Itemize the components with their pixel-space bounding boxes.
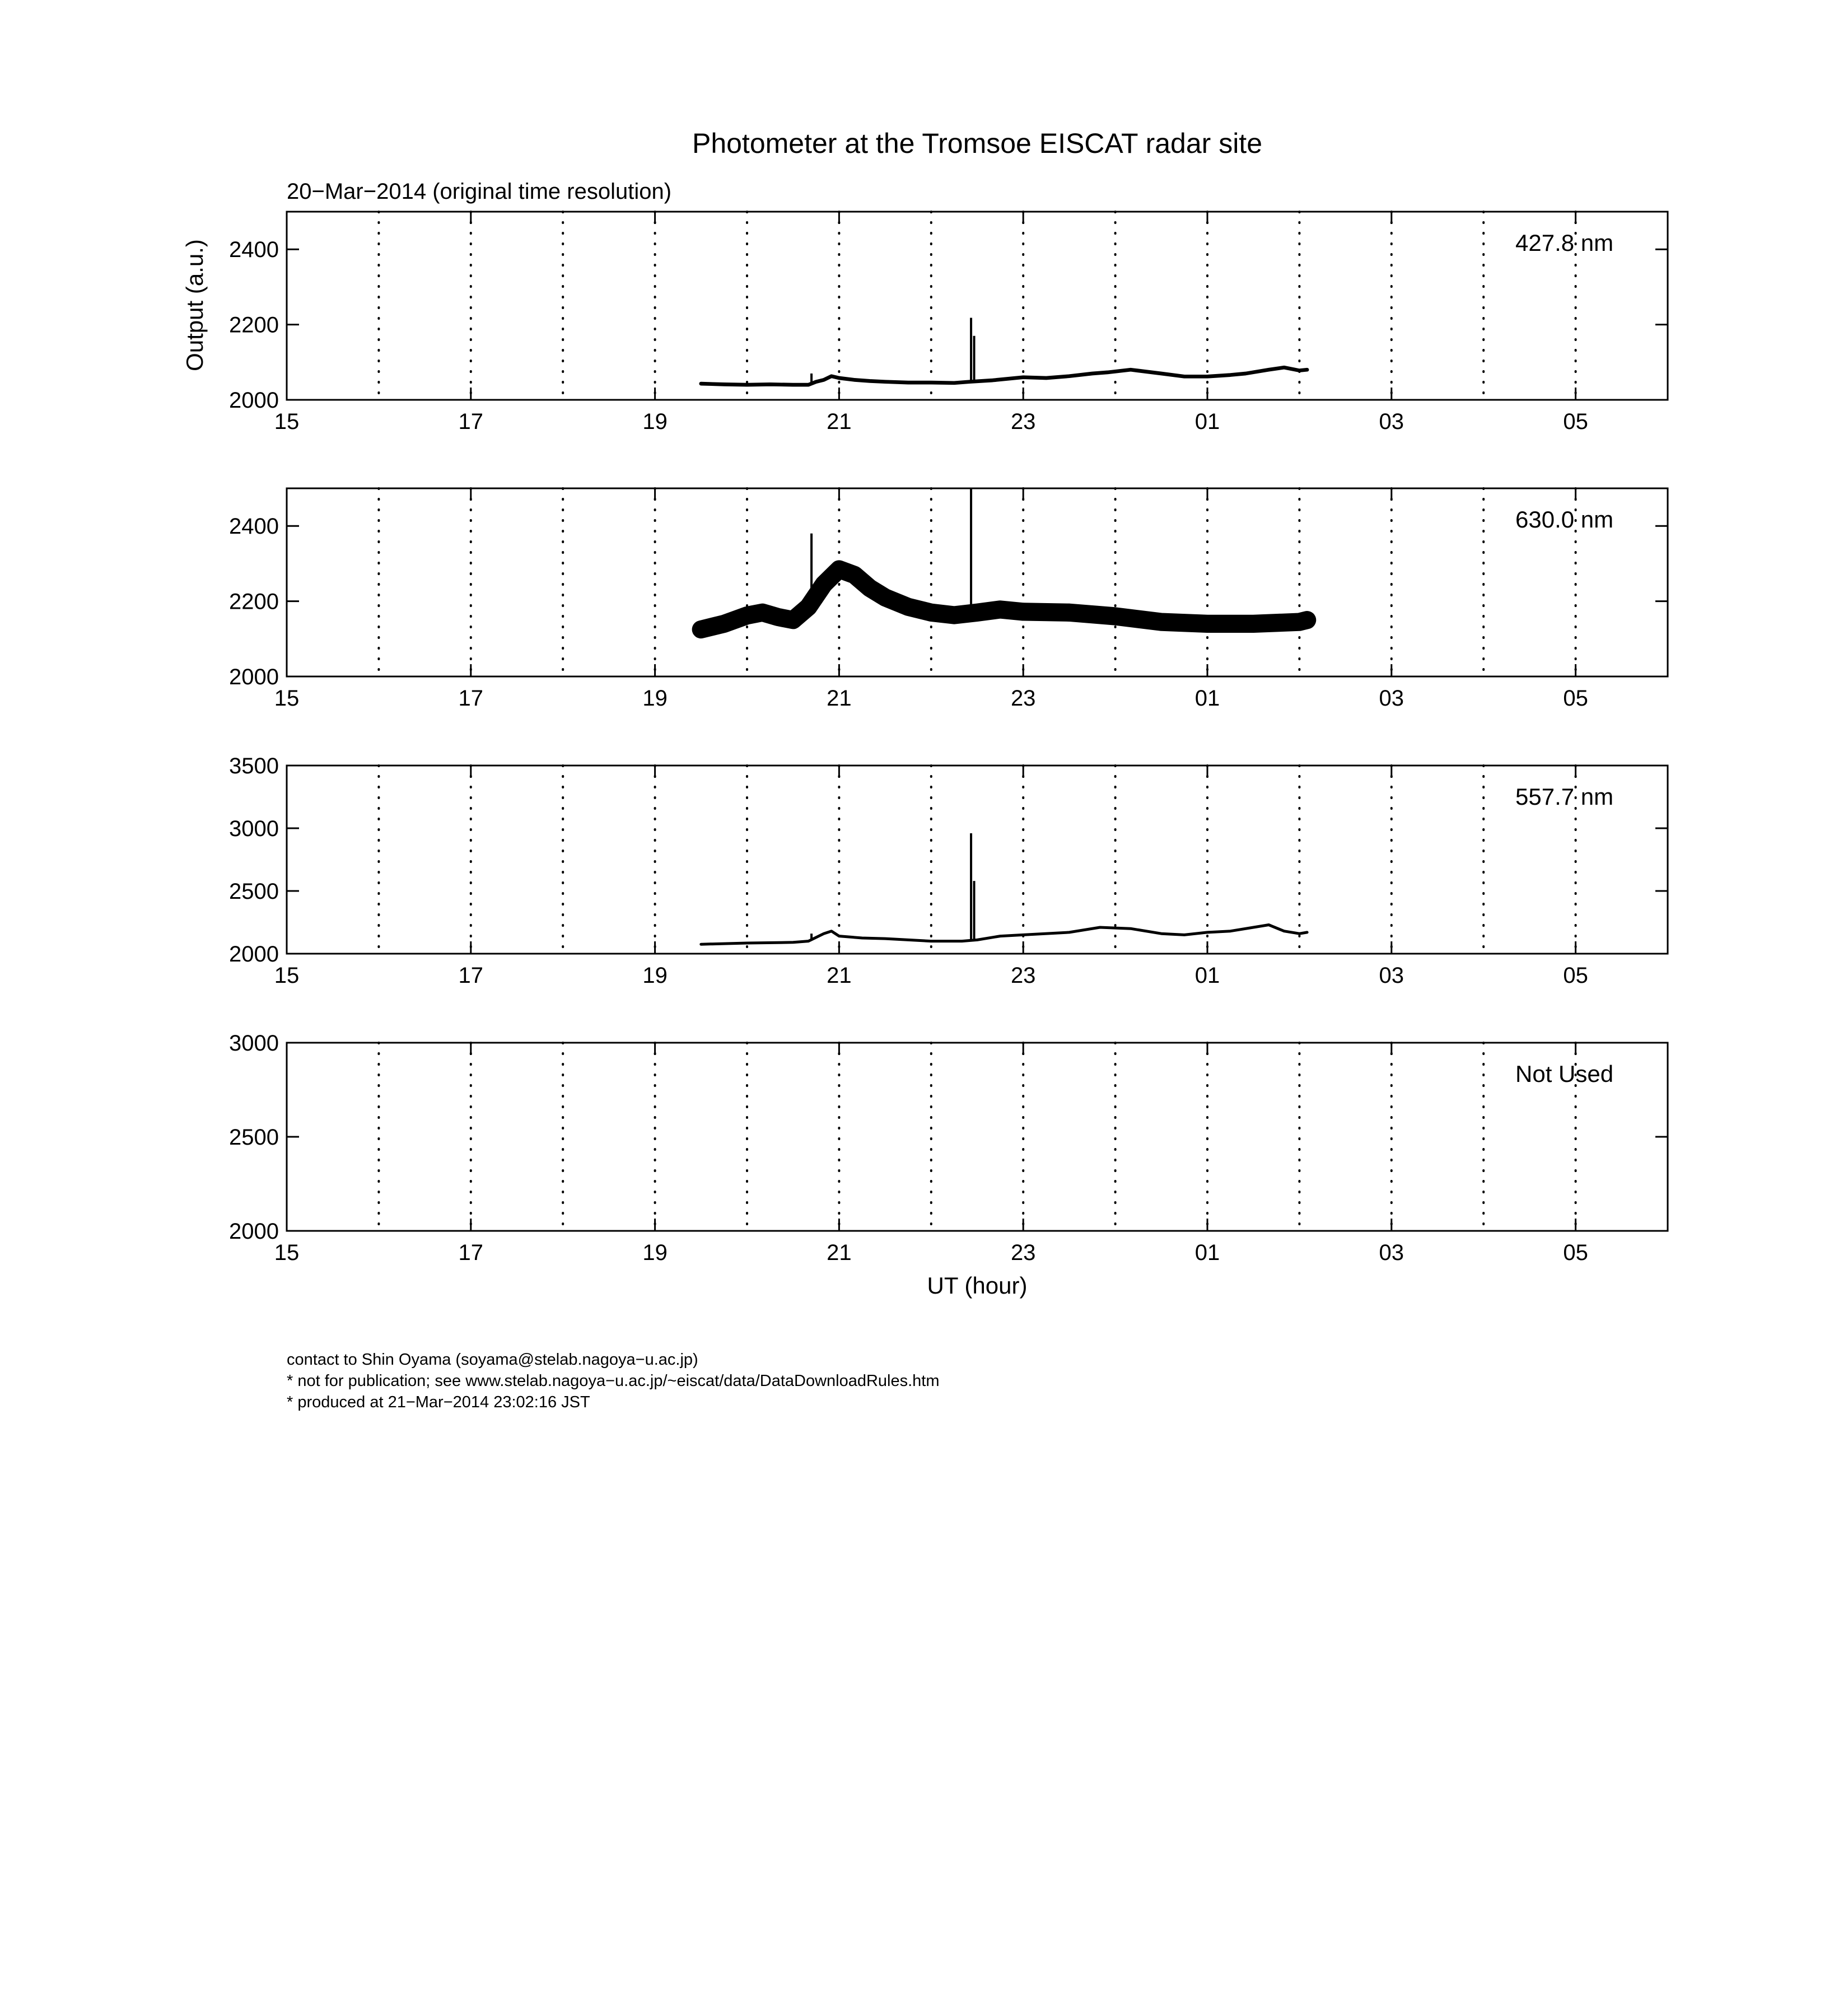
x-tick-label: 05 [1563,686,1588,711]
panel-label: Not Used [1515,1061,1614,1087]
y-tick-label: 3000 [229,1031,279,1056]
x-tick-label: 05 [1563,409,1588,434]
x-tick-label: 01 [1194,1240,1220,1265]
x-tick-label: 17 [458,686,484,711]
footer-produced-at: * produced at 21−Mar−2014 23:02:16 JST [287,1393,590,1411]
panel-label: 630.0 nm [1515,506,1614,533]
x-tick-label: 03 [1379,1240,1404,1265]
panel-2 [229,488,1668,711]
x-tick-label: 23 [1010,686,1036,711]
plot-frame [287,212,1668,400]
footer-contact: contact to Shin Oyama (soyama@stelab.nagoya−u.ac.jp) [287,1351,698,1369]
x-tick-label: 01 [1194,686,1220,711]
x-tick-label: 15 [274,963,300,988]
x-tick-label: 17 [458,963,484,988]
panel-label: 557.7 nm [1515,783,1614,810]
y-tick-label: 3000 [229,816,279,841]
x-tick-label: 05 [1563,963,1588,988]
plot-frame [287,488,1668,676]
y-tick-label: 2000 [229,1219,279,1244]
x-tick-label: 19 [642,963,668,988]
y-tick-label: 2000 [229,942,279,967]
y-axis-label: Output (a.u.) [181,239,208,371]
figure-subtitle: 20−Mar−2014 (original time resolution) [287,179,672,204]
y-tick-label: 2200 [229,312,279,338]
x-tick-label: 15 [274,409,300,434]
x-tick-label: 21 [827,409,852,434]
y-tick-label: 2500 [229,1125,279,1150]
panels [229,212,1668,1265]
x-tick-label: 01 [1194,963,1220,988]
data-line [701,367,1307,385]
x-tick-label: 23 [1010,1240,1036,1265]
data-line [701,925,1307,945]
plot-frame [287,766,1668,954]
x-tick-label: 19 [642,1240,668,1265]
plot-frame [287,1043,1668,1231]
x-tick-label: 17 [458,1240,484,1265]
x-tick-label: 19 [642,409,668,434]
x-tick-label: 15 [274,686,300,711]
y-tick-label: 2000 [229,665,279,689]
y-tick-label: 2000 [229,388,279,413]
panel-3 [229,754,1668,988]
data-line [701,570,1307,630]
y-tick-label: 2200 [229,589,279,614]
x-tick-label: 23 [1010,963,1036,988]
x-tick-label: 21 [827,963,852,988]
x-tick-label: 21 [827,686,852,711]
x-tick-label: 03 [1379,409,1404,434]
x-tick-label: 01 [1194,409,1220,434]
y-tick-label: 2400 [229,237,279,263]
panel-label: 427.8 nm [1515,230,1614,256]
panel-4 [229,1031,1668,1265]
y-tick-label: 3500 [229,754,279,778]
y-tick-label: 2500 [229,879,279,904]
x-tick-label: 19 [642,686,668,711]
figure-title: Photometer at the Tromsoe EISCAT radar site [692,128,1263,159]
x-axis-label: UT (hour) [927,1272,1028,1299]
x-tick-label: 03 [1379,963,1404,988]
x-tick-label: 23 [1010,409,1036,434]
y-tick-label: 2400 [229,514,279,539]
x-tick-label: 05 [1563,1240,1588,1265]
footer-publication-note: * not for publication; see www.stelab.nagoya−u.ac.jp/~eiscat/data/DataDownloadRules.htm [287,1372,940,1390]
x-tick-label: 03 [1379,686,1404,711]
x-tick-label: 21 [827,1240,852,1265]
x-tick-label: 15 [274,1240,300,1265]
x-tick-label: 17 [458,409,484,434]
panel-1 [229,212,1668,434]
